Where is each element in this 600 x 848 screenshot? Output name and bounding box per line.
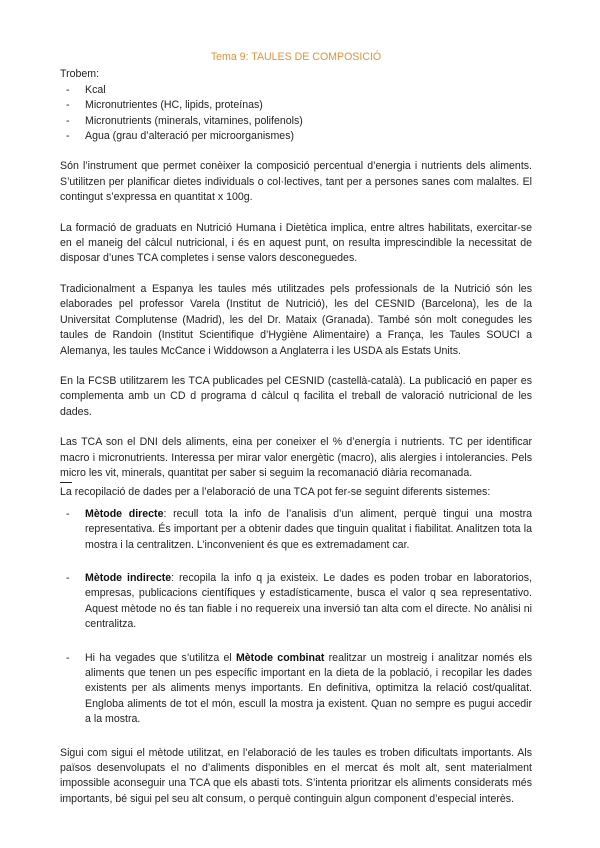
list-item: - Kcal bbox=[60, 83, 532, 98]
method-name: Mètode combinat bbox=[235, 651, 325, 664]
document-page bbox=[60, 50, 532, 807]
intro-label: Trobem: bbox=[60, 68, 100, 81]
recopilation-intro: La recopilació de dades per a l’elaboració de una TCA pot fer-se seguint diferents sistemes: bbox=[60, 486, 491, 499]
list-item: - Micronutrients (minerals, vitamines, polifenols) bbox=[60, 114, 532, 129]
dash-bullet: - bbox=[66, 130, 70, 143]
paragraph-fcsb: En la FCSB utilitzarem les TCA publicades pel CESNID (castellà-català). La publicació en paper es complementa amb un CD d programa d càlcul q facilita el treball de valoració nutricional de les dades. bbox=[60, 374, 532, 418]
methods-list bbox=[60, 507, 532, 728]
method-item-direct: - Mètode directe: recull tota la info de l’analisis d’un aliment, perquè tingui una mostra representativa. És important per a obtenir dades que tinguin qualitat i fiabilitat. Analitzen tota la mostra i la centralitzen. L’inconvenient és que es extremadament car. bbox=[66, 507, 532, 551]
separator-rule bbox=[60, 482, 72, 483]
method-item-indirect: - Mètode indirecte: recopila la info q ja existeix. Le dades es poden trobar en laboratorios, empresas, publicacions científiques y estadísticamente, busca el valor q sea representativo. Aquest mètode no és tan fiable i no requereix una inversió tan alta com el directe. No anàlisi ni centralitza. bbox=[66, 571, 532, 631]
dash-bullet: - bbox=[66, 507, 70, 520]
method-item-combined: - Hi ha vegades que s’utilitza el Mètode combinat realitzar un mostreig i analitzar només els aliments que tenen un pes específic important en la dieta de la població, i recopilar les dades existents per als aliments menys importants. En definitiva, optimitza la relació cost/qualitat. Engloba aliments de tot el món, escull la mostra ja existent. Quan no sempre es pugui accedir a la mostra. bbox=[66, 651, 532, 726]
page-title: Tema 9: TAULES DE COMPOSICIÓ bbox=[210, 51, 382, 63]
method-name: Mètode indirecte bbox=[85, 571, 172, 584]
list-item: - Micronutrientes (HC, lipids, proteínas) bbox=[60, 98, 532, 113]
dash-bullet: - bbox=[66, 99, 70, 112]
dash-bullet: - bbox=[66, 83, 70, 96]
paragraph-closing: Sigui com sigui el mètode utilitzat, en l’elaboració de les taules es troben dificultats importants. Als països desenvolupats el no d’aliments disponibles en el mercat és molt alt, sent materialment impossible aconseguir una TCA que els abasti tots. S’intenta prioritzar els aliments considerats més importants, bé sigui pel seu alt consum, o perquè continguin algun component d’especial interès. bbox=[60, 746, 532, 805]
dash-bullet: - bbox=[66, 114, 70, 127]
list-item: - Agua (grau d’alteració per microorganismes) bbox=[60, 129, 532, 144]
paragraph-definition: Són l’instrument que permet conèixer la composició percentual d’energia i nutrients dels aliments. S’utilitzen per planificar dietes individuals o col·lectives, tant per a persones sanes com malaltes. El contingut s’expressa en quantitat x 100g. bbox=[60, 160, 532, 204]
paragraph-training: La formació de graduats en Nutrició Humana i Dietètica implica, entre altres habilitats, exercitar-se en el maneig del càlcul nutricional, i és en aquest punt, on resulta imprescindible la necessitat de disposar d’unes TCA completes i sense valors desconeguedes. bbox=[60, 221, 532, 265]
paragraph-tradition: Tradicionalment a Espanya les taules més utilitzades pels professionals de la Nutrició són les elaborades pel professor Varela (Institut de Nutrició), les del CESNID (Barcelona), les de la Universitat Complutense (Madrid), les del Dr. Mataix (Granada). També són molt conegudes les taules de Randoin (Institut Scientifique d’Hygiène Alimentaire) a França, les Taules SOUCI a Alemanya, les taules McCance i Widdowson a Anglaterra i les USDA als Estats Units. bbox=[60, 282, 532, 357]
paragraph-dni: Las TCA son el DNI dels aliments, eina per coneixer el % d’energía i nutrients. TC per identificar macro i micronutrients. Interessa per mirar valor energètic (macro), alis alergies i intolerancies. Pels micro les vit, minerals, quantitat per saber si seguim la recomanació diària recomanada. bbox=[60, 436, 532, 479]
found-list bbox=[60, 83, 532, 145]
dash-bullet: - bbox=[66, 651, 70, 664]
dash-bullet: - bbox=[66, 571, 70, 584]
method-name: Mètode directe bbox=[85, 507, 164, 520]
